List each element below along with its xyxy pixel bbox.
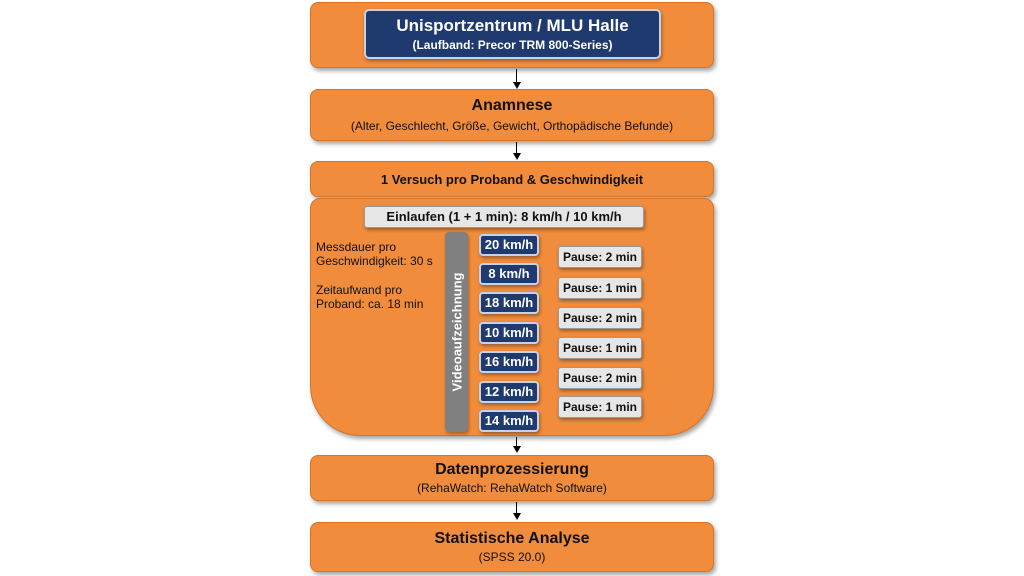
arrow-head — [513, 82, 521, 89]
header-title-box — [364, 9, 661, 59]
speed-step-2: 8 km/h — [479, 263, 539, 285]
speed-step-1: 20 km/h — [479, 234, 539, 256]
datenprozessierung-title: Datenprozessierung — [435, 461, 589, 478]
anamnese-box — [310, 89, 714, 141]
datenprozessierung-subtitle: (RehaWatch: RehaWatch Software) — [417, 481, 607, 495]
statistik-box — [310, 522, 714, 572]
pause-step-6: Pause: 1 min — [558, 396, 642, 418]
video-recording-label: Videoaufzeichnung — [449, 272, 464, 392]
anamnese-subtitle: (Alter, Geschlecht, Größe, Gewicht, Orthopädische Befunde) — [350, 119, 674, 133]
header-subtitle: (Laufband: Precor TRM 800-Series) — [412, 38, 613, 52]
speed-step-5: 16 km/h — [479, 351, 539, 373]
arrow-head — [513, 153, 521, 160]
arrow-head — [513, 513, 521, 520]
anamnese-title: Anamnese — [471, 97, 553, 114]
pause-step-4: Pause: 1 min — [558, 337, 642, 359]
versuch-box — [310, 161, 714, 197]
speed-step-4: 10 km/h — [479, 322, 539, 344]
speed-step-7: 14 km/h — [479, 410, 539, 432]
pause-step-2: Pause: 1 min — [558, 277, 642, 299]
pause-step-3: Pause: 2 min — [558, 307, 642, 329]
video-recording-bar — [445, 232, 468, 432]
zeitaufwand-line2: Proband: ca. 18 min — [316, 297, 424, 311]
statistik-subtitle: (SPSS 20.0) — [478, 550, 546, 564]
zeitaufwand-line1: Zeitaufwand pro — [316, 283, 403, 297]
zeitaufwand-note — [316, 283, 423, 311]
messdauer-line2: Geschwindigkeit: 30 s — [316, 254, 433, 268]
arrow-connector — [516, 69, 517, 83]
statistik-title: Statistische Analyse — [434, 530, 590, 547]
pause-step-1: Pause: 2 min — [558, 246, 642, 268]
speed-step-6: 12 km/h — [479, 381, 539, 403]
pause-step-5: Pause: 2 min — [558, 367, 642, 389]
header-title: Unisportzentrum / MLU Halle — [396, 16, 629, 35]
datenprozessierung-box — [310, 455, 714, 501]
messdauer-line1: Messdauer pro — [316, 240, 397, 254]
messdauer-note — [316, 240, 433, 268]
speed-step-3: 18 km/h — [479, 292, 539, 314]
einlaufen-label: Einlaufen (1 + 1 min): 8 km/h / 10 km/h — [364, 206, 644, 228]
versuch-title: 1 Versuch pro Proband & Geschwindigkeit — [380, 172, 644, 187]
arrow-head — [513, 446, 521, 453]
